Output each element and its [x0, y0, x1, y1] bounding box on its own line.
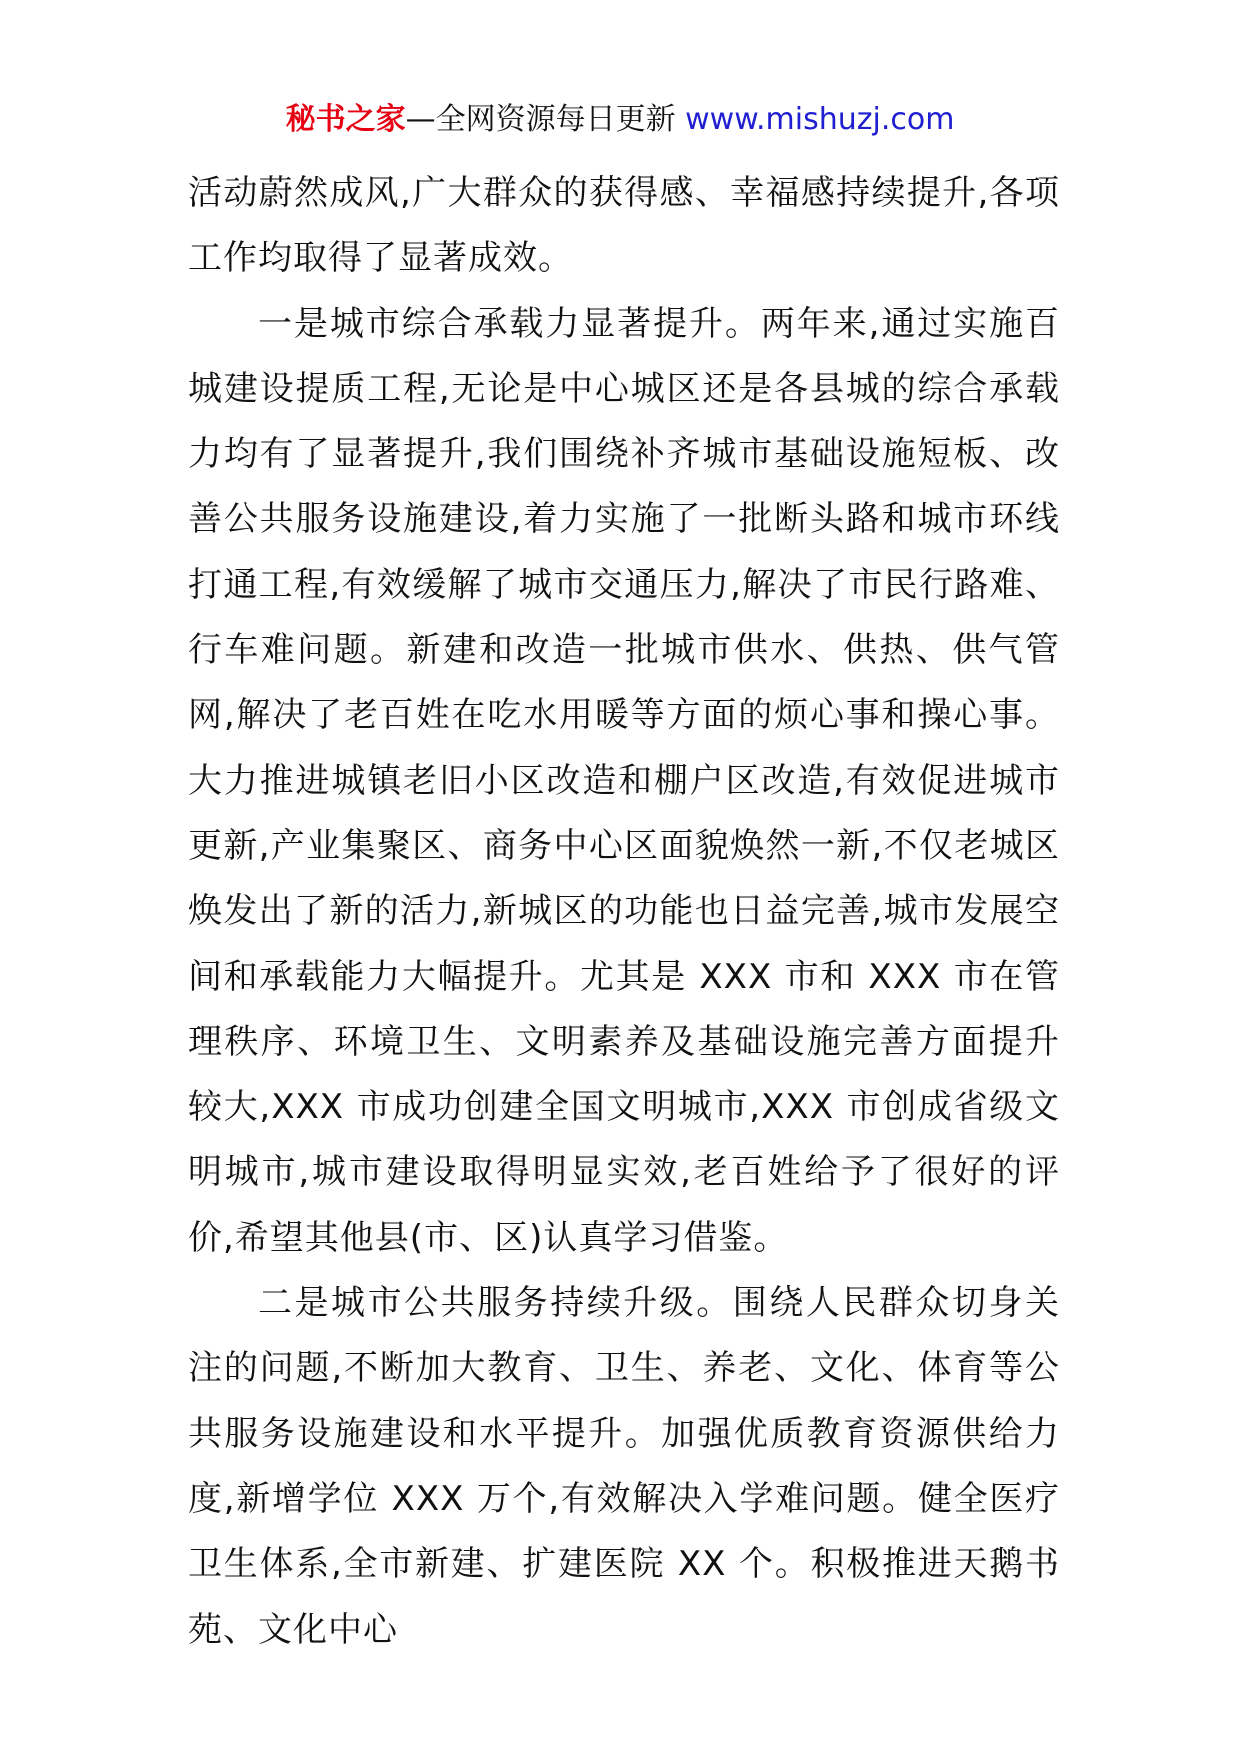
document-body [188, 161, 1060, 1663]
site-url: www.mishuzj.com [685, 102, 955, 137]
site-tagline: —全网资源每日更新 [405, 102, 686, 137]
site-brand: 秘书之家 [285, 102, 406, 137]
paragraph-continuation: 活动蔚然成风,广大群众的获得感、幸福感持续提升,各项工作均取得了显著成效。 [188, 173, 1060, 279]
site-header [0, 98, 1240, 142]
paragraph-public-services: 二是城市公共服务持续升级。围绕人民群众切身关注的问题,不断加大教育、卫生、养老、文化、体育等公共服务设施建设和水平提升。加强优质教育资源供给力度,新增学位 XXX 万个,有效解决入学难问题。健全医疗卫生体系,全市新建、扩建医院 XX 个。积极推进天鹅书苑、文化中心 [188, 1283, 1060, 1650]
paragraph-city-capacity: 一是城市综合承载力显著提升。两年来,通过实施百城建设提质工程,无论是中心城区还是各县城的综合承载力均有了显著提升,我们围绕补齐城市基础设施短板、改善公共服务设施建设,着力实施了一批断头路和城市环线打通工程,有效缓解了城市交通压力,解决了市民行路难、行车难问题。新建和改造一批城市供水、供热、供气管网,解决了老百姓在吃水用暖等方面的烦心事和操心事。大力推进城镇老旧小区改造和棚户区改造,有效促进城市更新,产业集聚区、商务中心区面貌焕然一新,不仅老城区焕发出了新的活力,新城区的功能也日益完善,城市发展空间和承载能力大幅提升。尤其是 XXX 市和 XXX 市在管理秩序、环境卫生、文明素养及基础设施完善方面提升较大,XXX 市成功创建全国文明城市,XXX 市创成省级文明城市,城市建设取得明显实效,老百姓给予了很好的评价,希望其他县(市、区)认真学习借鉴。 [188, 303, 1060, 1258]
